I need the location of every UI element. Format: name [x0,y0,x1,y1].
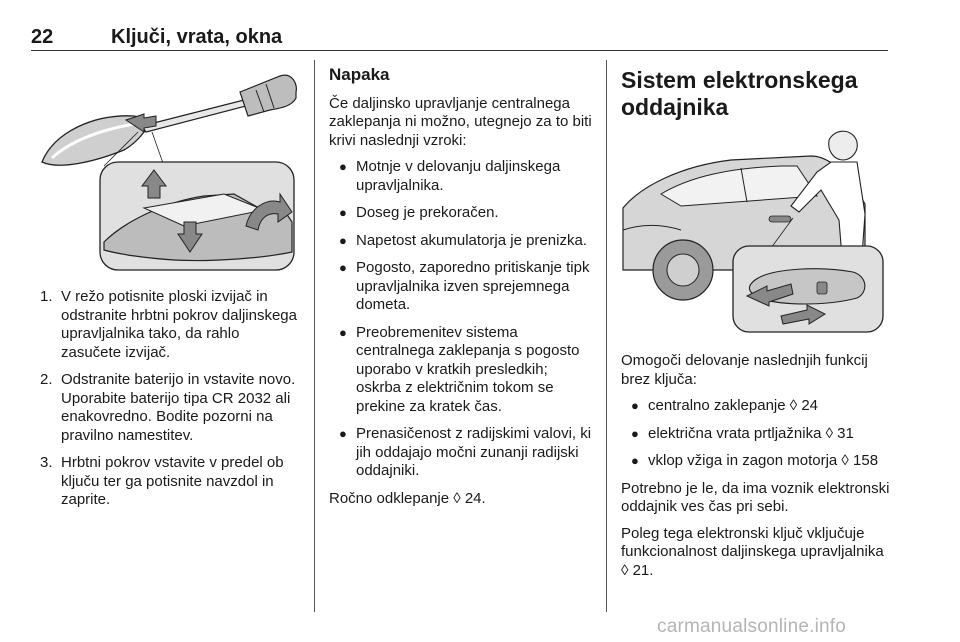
battery-replacement-steps [40,288,300,510]
manual-unlock-reference: Ročno odklepanje ◊ 24. [329,489,486,507]
list-item: ● Preobremenitev sistema centralnega zaklepanja s pogosto uporabo v kratkih presledkih; oskrba z električnim tokom se prekine za kratek čas. [339,323,580,415]
bullet-icon: ● [339,426,347,441]
middle-column [329,66,594,516]
page-number: 22 [31,26,54,48]
bullet-icon: ● [631,425,639,441]
bullet-icon: ● [631,398,639,413]
list-item: ● Doseg je prekoračen. [339,204,499,221]
bullet-icon: ● [339,260,347,275]
list-item [40,371,300,445]
list-item: ● električna vrata prtljažnika ◊ 31 [631,424,854,442]
list-item: ● Motnje v delovanju daljinskega upravljalnika. [339,158,561,194]
step-number: 1. [40,288,53,305]
fault-causes-list [329,158,594,481]
step-number: 2. [40,371,53,388]
bullet-icon: ● [631,453,639,468]
keyless-intro: Omogoči delovanje naslednjih funkcij brez ključa: [621,352,868,388]
page-header [31,26,889,52]
column-divider-1 [314,60,315,612]
fault-heading: Napaka [329,65,390,84]
step-text: Odstranite baterijo in vstavite novo. Uporabite baterijo tipa CR 2032 ali enakovredno. Bodite pozorni na pravilno namestitev. [61,371,296,444]
list-item: ● Pogosto, zaporedno pritiskanje tipk upravljalnika izven sprejemnega dometa. [339,259,590,313]
keyless-para-1: Potrebno je le, da ima voznik elektronski oddajnik ves čas pri sebi. [621,479,890,515]
page-title: Ključi, vrata, okna [111,26,283,48]
left-column [40,288,300,519]
bullet-icon: ● [339,232,347,248]
list-item [40,454,300,510]
step-text: V režo potisnite ploski izvijač in odstranite hrbtni pokrov daljinskega upravljalnika tako, da rahlo zasučete izvijač. [61,288,297,361]
bullet-icon: ● [339,324,347,340]
keyless-functions-list [621,397,891,471]
step-text: Hrbtni pokrov vstavite v predel ob ključu ter ga potisnite navzdol in zaprite. [61,454,284,508]
keyless-para-2: Poleg tega elektronski ključ vključuje funkcionalnost daljinskega upravljalnika ◊ 21. [621,524,884,579]
bullet-icon: ● [339,205,347,220]
list-item: ● Prenasičenost z radijskimi valovi, ki jih oddajajo močni zunanji radijski oddajniki. [339,425,592,479]
fault-intro: Če daljinsko upravljanje centralnega zaklepanja ni možno, utegnejo za to biti krivi naslednji vzroki: [329,94,592,149]
list-item: ● vklop vžiga in zagon motorja ◊ 158 [631,452,879,469]
watermark: carmanualsonline.info [657,616,847,637]
section-heading: Sistem elektronskega oddajnika [621,67,858,120]
list-item: ● Napetost akumulatorja je prenizka. [339,231,587,249]
list-item: ● centralno zaklepanje ◊ 24 [631,397,819,414]
column-divider-2 [606,60,607,612]
step-number: 3. [40,454,53,471]
car-keyless-entry-illustration [621,120,885,334]
header-divider [31,50,888,51]
key-fob-battery-illustration [34,62,298,274]
right-column [621,352,891,588]
list-item [40,288,300,362]
bullet-icon: ● [339,159,347,174]
